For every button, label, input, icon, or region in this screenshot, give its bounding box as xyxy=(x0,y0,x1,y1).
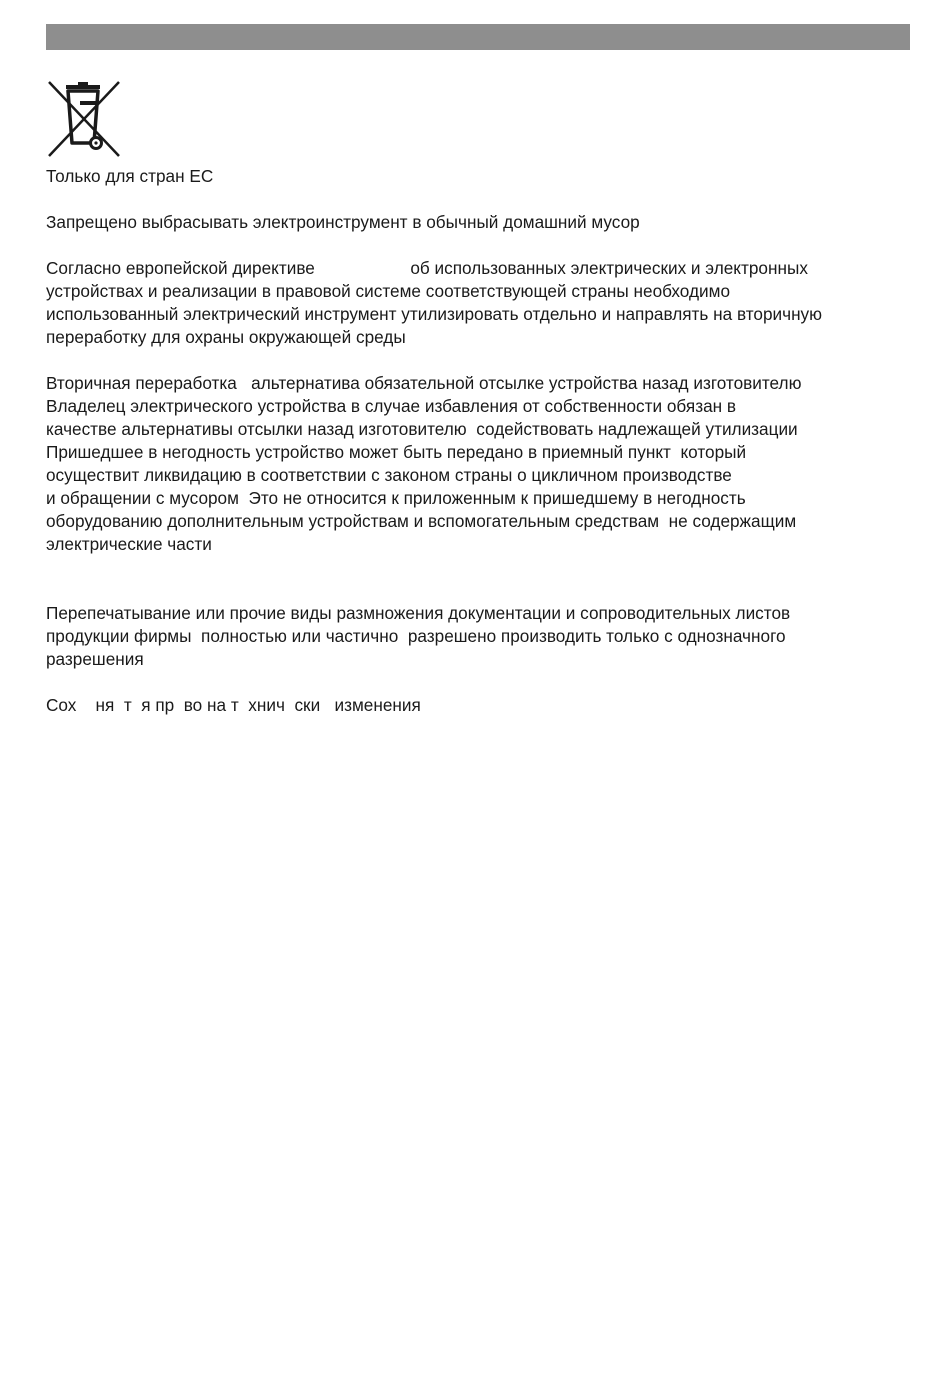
paragraph-line: устройствах и реализации в правовой системе соответствующей страны необходимо xyxy=(46,281,730,301)
reserved-rights-note: Сох ня т я пр во на т хнич ски изменения xyxy=(46,695,421,715)
paragraph-line: электрические части xyxy=(46,534,212,554)
paragraph-line: переработку для охраны окружающей среды xyxy=(46,327,406,347)
reprint-paragraph xyxy=(46,602,926,671)
paragraph-line: Согласно европейской директиве об использованных электрических и электронных xyxy=(46,258,808,278)
document-body xyxy=(46,165,926,717)
paragraph-line: и обращении с мусором Это не относится к приложенным к пришедшему в негодность xyxy=(46,488,746,508)
paragraph-line: Вторичная переработка альтернатива обязательной отсылке устройства назад изготовителю xyxy=(46,373,802,393)
paragraph-line: использованный электрический инструмент утилизировать отдельно и направлять на вторичную xyxy=(46,304,823,324)
paragraph-line: разрешения xyxy=(46,649,144,669)
paragraph-line: Владелец электрического устройства в случае избавления от собственности обязан в xyxy=(46,396,737,416)
eu-only-note: Только для стран ЕС xyxy=(46,166,214,186)
paragraph-line: осуществит ликвидацию в соответствии с законом страны о цикличном производстве xyxy=(46,465,732,485)
paragraph-line: Пришедшее в негодность устройство может быть передано в приемный пункт который xyxy=(46,442,747,462)
prohibition-text: Запрещено выбрасывать электроинструмент в обычный домашний мусор xyxy=(46,212,640,232)
paragraph-line: продукции фирмы полностью или частично разрешено производить только с однозначного xyxy=(46,626,786,646)
paragraph-line: оборудованию дополнительным устройствам и вспомогательным средствам не содержащим xyxy=(46,511,797,531)
header-bar xyxy=(46,24,910,50)
recycling-paragraph xyxy=(46,372,926,556)
directive-paragraph xyxy=(46,257,926,349)
paragraph-line: Перепечатывание или прочие виды размножения документации и сопроводительных листов xyxy=(46,603,791,623)
crossed-out-wheelie-bin-icon xyxy=(46,79,122,159)
paragraph-line: качестве альтернативы отсылки назад изготовителю содействовать надлежащей утилизации xyxy=(46,419,798,439)
